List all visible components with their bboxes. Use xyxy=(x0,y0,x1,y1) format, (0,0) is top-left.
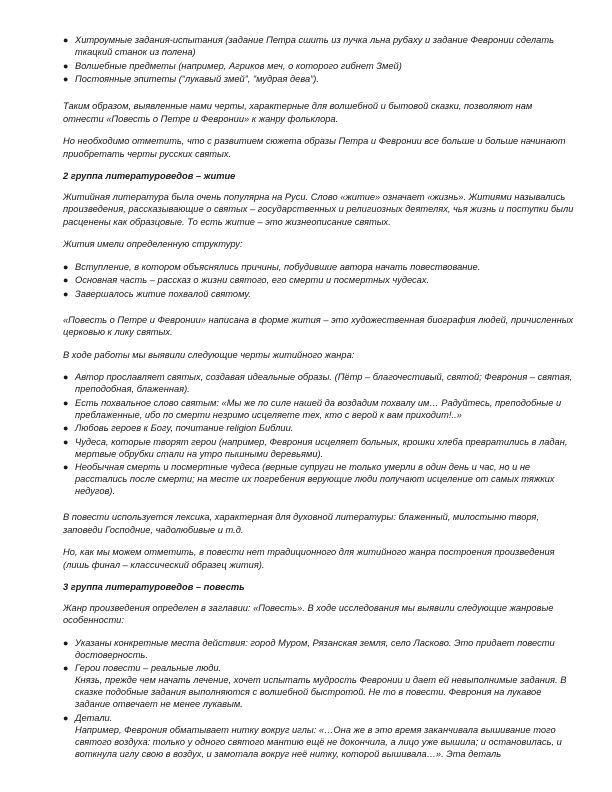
fairy-tale-features-list xyxy=(63,34,575,85)
bullet-icon: ● xyxy=(63,423,69,433)
list-item: ● Автор прославляет святых, создавая идеальные образы. (Пётр – благочестивый, святой; Феврония – святая, преподобная, блаженная). xyxy=(63,372,573,394)
novella-features-list xyxy=(63,637,575,760)
bullet-icon: ● xyxy=(63,397,69,408)
bullet-icon: ● xyxy=(63,288,69,299)
paragraph: Но необходимо отметить, что с развитием сюжета образы Петра и Февронии все больше и больше начинают приобретать черты русских святых. xyxy=(63,136,566,159)
vita-features-list xyxy=(63,371,575,497)
section-heading: 3 группа литературоведов – повесть xyxy=(63,582,245,592)
bullet-icon: ● xyxy=(63,712,69,723)
paragraph: Но, как мы можем отметить, в повести нет традиционного для житийного жанра построения произведения (лишь финал – классический образец жития). xyxy=(63,547,555,570)
list-item: ● Волшебные предметы (например, Агриков меч, о которого гибнет Змей) xyxy=(63,60,402,71)
list-item: ● Постоянные эпитеты (“лукавый змей”, “мудрая дева”). xyxy=(63,74,319,84)
list-item: ● Есть похвальное слово святым: «Мы же по силе нашей да воздадим похвалу им… Радуйтесь, преподобные и преблаженные, ибо по смерти незримо исцеляете тех, кто с верой к вам приходит!..» xyxy=(63,397,562,420)
paragraph: Житийная литература была очень популярна на Руси. Слово «житие» означает «жизнь». Житиями назывались произведения, рассказывающие о святых – государственных и религиозных деятелях, чья жизнь и поступки были расценены как образцовые. То есть житие – это жизнеописание святых. xyxy=(63,191,574,227)
list-item: ● Завершалось житие похвалой святому. xyxy=(63,288,251,299)
paragraph: Жития имели определенную структуру: xyxy=(63,239,243,249)
list-item: ● Любовь героев к Богу, почитание religion Библии. xyxy=(63,423,294,433)
paragraph: Жанр произведения определен в заглавии: «Повесть». В ходе исследования мы выявили следующие жанровые особенности: xyxy=(63,602,554,625)
list-item: ● Чудеса, которые творят герои (например, Феврония исцеляет больных, крошки хлеба превратились в ладан, мертвые обрубки стали на утро пышными деревьями). xyxy=(63,436,568,459)
list-item: ● Необычная смерть и посмертные чудеса (верные супруги не только умерли в один день и час, но и не расстались после смерти; на месте их погребения верующие люди получают исцеление от самых тяжких недугов). xyxy=(63,462,555,496)
bullet-icon: ● xyxy=(63,637,69,648)
section-heading: 2 группа литературоведов – житие xyxy=(63,171,236,181)
bullet-icon: ● xyxy=(63,60,69,71)
list-item: ● Детали. Например, Феврония обматывает нитку вокруг иглы: «…Она же в это время заканчивала вышивание того святого воздуха: только у одного святого мантию ещё не докончила, а лицо уже вышила; и остановилась, и воткнула иглу свою в воздух, и замотала вокруг неё нитку, которой вышивала…». Эта деталь xyxy=(63,712,562,759)
bullet-icon: ● xyxy=(63,74,69,84)
bullet-icon: ● xyxy=(63,35,69,45)
list-item: ● Вступление, в котором объяснялись причины, побудившие автора начать повествование. xyxy=(63,261,481,272)
vita-structure-list xyxy=(63,261,575,300)
paragraph: В повести используется лексика, характерная для духовной литературы: блаженный, милостыню творя, заповеди Господние, чадолюбивые и т.д. xyxy=(63,512,539,535)
list-item: ● Герои повести – реальные люди. Князь, прежде чем начать лечение, хочет испытать мудрость Февронии и дает ей невыполнимые задания. В сказке подобные задания выполняются с волшебной быстротой. Не то в повести. Феврония на лукавое задание отвечает не менее лукавым. xyxy=(63,663,567,709)
paragraph: В ходе работы мы выявили следующие черты житийного жанра: xyxy=(63,349,355,360)
bullet-icon: ● xyxy=(63,436,69,447)
bullet-icon: ● xyxy=(63,372,69,382)
document-body xyxy=(63,34,575,774)
paragraph: «Повесть о Петре и Февронии» написана в форме жития – это художественная биография людей, причисленных церковью к лику святых. xyxy=(63,314,574,337)
list-item: ● Указаны конкретные места действия: город Муром, Рязанская земля, село Ласково. Это придает повести достоверность. xyxy=(63,637,555,660)
bullet-icon: ● xyxy=(63,261,69,272)
bullet-icon: ● xyxy=(63,275,69,285)
paragraph: Таким образом, выявленные нами черты, характерные для волшебной и бытовой сказки, позволяют нам отнести «Повесть о Петре и Февронии» к жанру фольклора. xyxy=(63,101,533,124)
list-item: ● Основная часть – рассказ о жизни святого, его смерти и посмертных чудесах. xyxy=(63,275,430,285)
list-item: ● Хитроумные задания-испытания (задание Петра сшить из пучка льна рубаху и задание Февронии сделать ткацкий станок из полена) xyxy=(63,35,554,57)
bullet-icon: ● xyxy=(63,462,69,472)
bullet-icon: ● xyxy=(63,663,69,673)
